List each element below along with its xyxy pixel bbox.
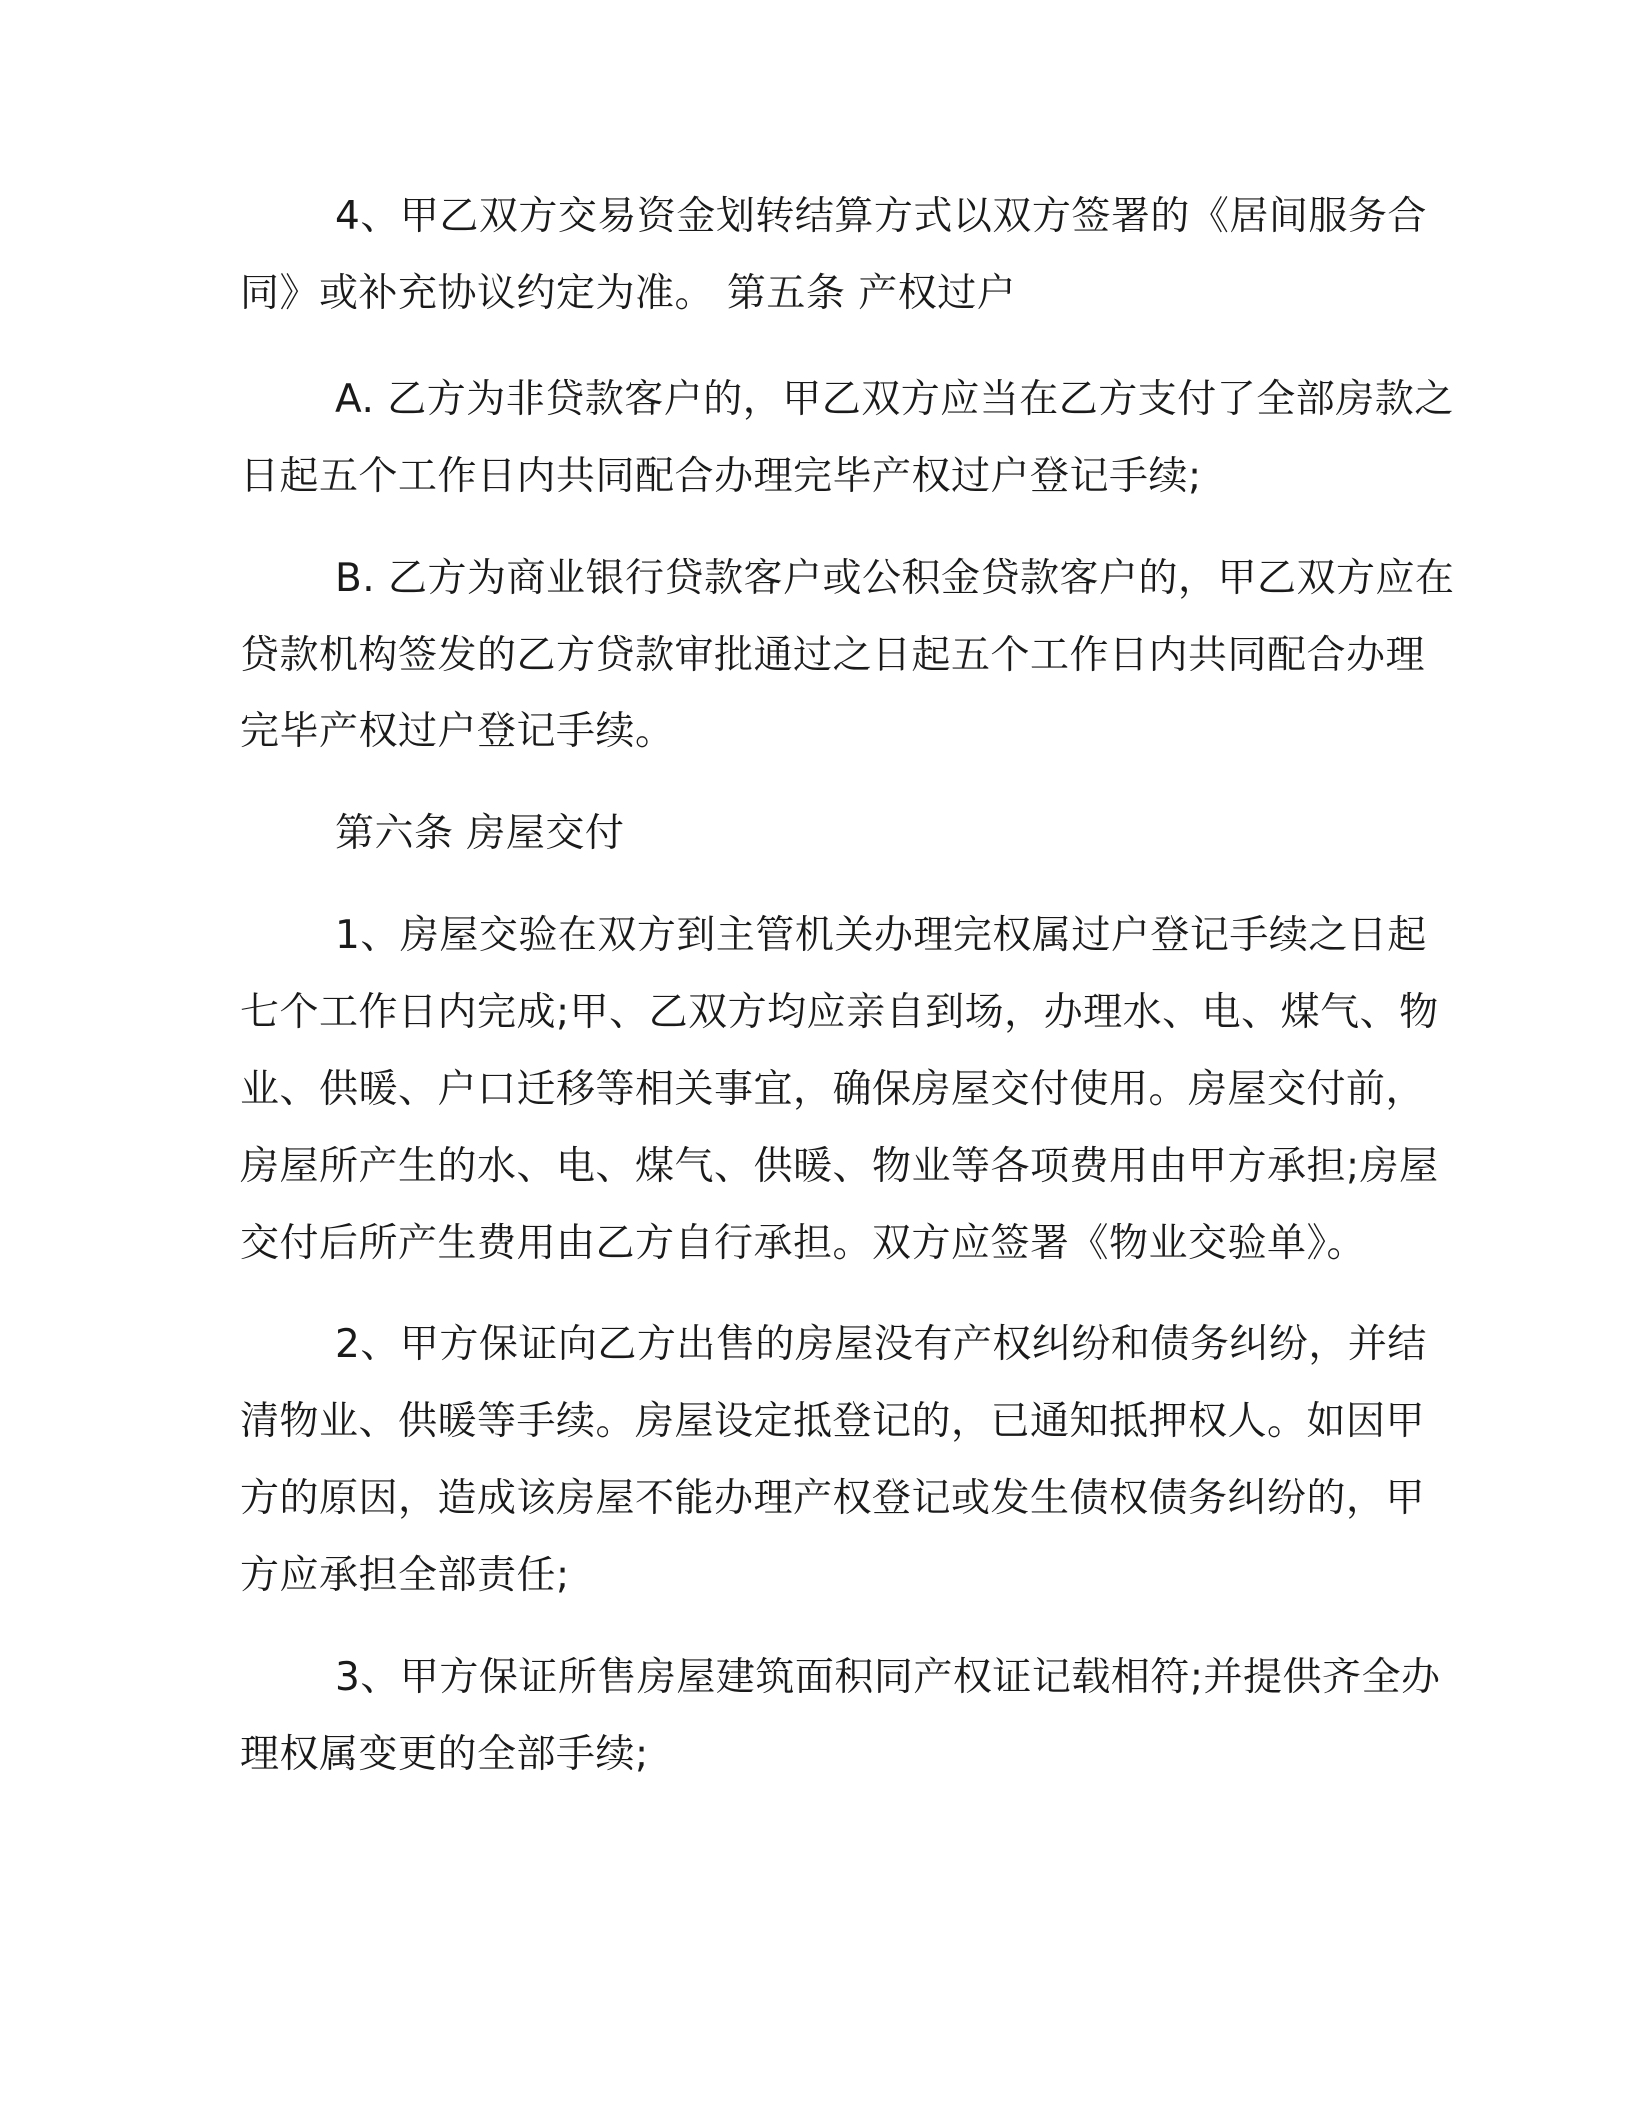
text-line: 清物业、供暖等手续。房屋设定抵登记的，已通知抵押权人。如因甲 [240,1399,1426,1444]
text-line: B. 乙方为商业银行贷款客户或公积金贷款客户的，甲乙双方应在 [335,556,1455,601]
text-line: 七个工作日内完成;甲、乙双方均应亲自到场，办理水、电、煤气、物 [240,990,1439,1035]
text-line: 贷款机构签发的乙方贷款审批通过之日起五个工作日内共同配合办理 [240,633,1426,678]
text-line: 3、甲方保证所售房屋建筑面积同产权证记载相符;并提供齐全办 [335,1655,1441,1700]
text-line: 方应承担全部责任; [240,1553,570,1598]
text-line: 理权属变更的全部手续; [240,1732,649,1777]
text-line: 4、甲乙双方交易资金划转结算方式以双方签署的《居间服务合 [335,194,1427,239]
text-line: 日起五个工作日内共同配合办理完毕产权过户登记手续; [240,454,1202,499]
text-line: 1、房屋交验在双方到主管机关办理完权属过户登记手续之日起 [335,913,1427,958]
text-line: 2、甲方保证向乙方出售的房屋没有产权纠纷和债务纠纷，并结 [335,1322,1427,1367]
text-line: 业、供暖、户口迁移等相关事宜，确保房屋交付使用。房屋交付前， [240,1067,1426,1112]
text-line: A. 乙方为非贷款客户的，甲乙双方应当在乙方支付了全部房款之 [335,377,1454,422]
text-line: 完毕产权过户登记手续。 [240,709,675,754]
text-line: 房屋所产生的水、电、煤气、供暖、物业等各项费用由甲方承担;房屋 [240,1144,1439,1189]
text-line: 方的原因，造成该房屋不能办理产权登记或发生债权债务纠纷的，甲 [240,1476,1426,1521]
section-heading: 第六条 房屋交付 [335,811,625,856]
text-line: 交付后所产生费用由乙方自行承担。双方应签署《物业交验单》。 [240,1221,1367,1266]
text-line: 同》或补充协议约定为准。 第五条 产权过户 [240,271,1017,316]
